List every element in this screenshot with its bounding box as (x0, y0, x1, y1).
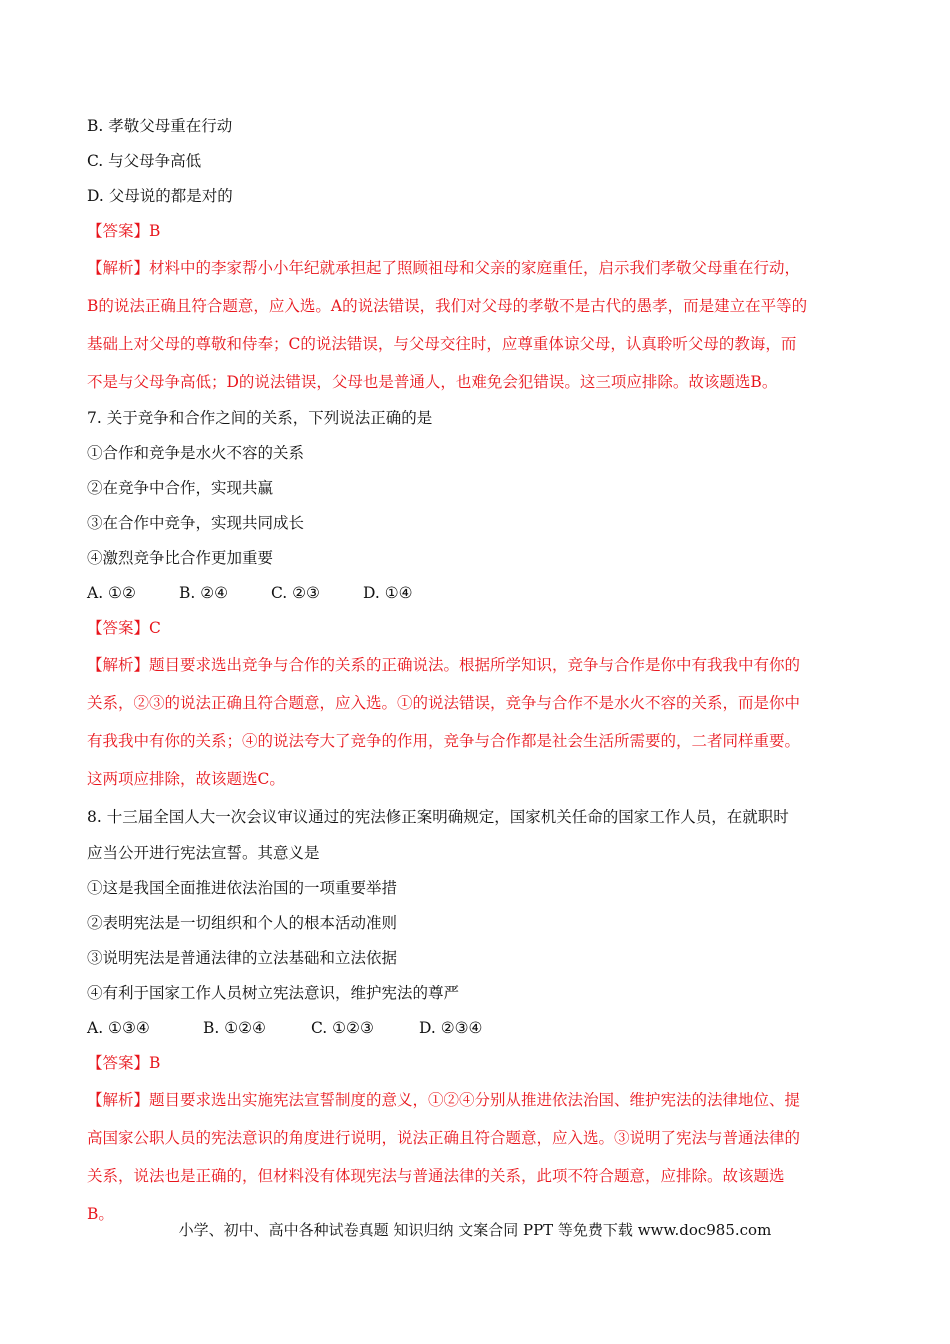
q7-item: ④激烈竞争比合作更加重要 (87, 549, 274, 567)
page-footer: 小学、初中、高中各种试卷真题 知识归纳 文案合同 PPT 等免费下载 www.doc985.com (178, 1221, 772, 1239)
q6-analysis (87, 249, 867, 401)
q8-item: ④有利于国家工作人员树立宪法意识，维护宪法的尊严 (87, 984, 460, 1002)
analysis-line: 不是与父母争高低；D的说法错误，父母也是普通人，也难免会犯错误。这三项应排除。故该题选B。 (87, 373, 778, 391)
q8-item: ①这是我国全面推进依法治国的一项重要举措 (87, 879, 398, 897)
q7-item: ③在合作中竞争，实现共同成长 (87, 514, 305, 532)
analysis-line: 关系，说法也是正确的，但材料没有体现宪法与普通法律的关系，此项不符合题意，应排除。故该题选 (87, 1167, 785, 1185)
analysis-line: 基础上对父母的尊敬和侍奉；C的说法错误，与父母交往时，应尊重体谅父母，认真聆听父母的教诲，而 (87, 335, 797, 353)
q7-option-c: C. ②③ (271, 584, 320, 602)
page-content (87, 109, 867, 1233)
q8-stem-line: 8. 十三届全国人大一次会议审议通过的宪法修正案明确规定，国家机关任命的国家工作人员，在就职时 (87, 808, 789, 826)
q7-option-d: D. ①④ (363, 584, 413, 602)
q7-stem: 7. 关于竞争和合作之间的关系，下列说法正确的是 (87, 409, 433, 427)
analysis-line: B。 (87, 1205, 114, 1223)
q7-answer: 【答案】C (87, 619, 161, 637)
q7-item: ①合作和竞争是水火不容的关系 (87, 444, 305, 462)
q8-options (87, 1011, 867, 1046)
q7-option-b: B. ②④ (179, 584, 229, 602)
q6-option-c: C. 与父母争高低 (87, 152, 202, 170)
q8-option-c: C. ①②③ (311, 1019, 374, 1037)
analysis-line: 这两项应排除，故该题选C。 (87, 770, 285, 788)
q8-stem-line: 应当公开进行宪法宣誓。其意义是 (87, 844, 320, 862)
q8-analysis (87, 1081, 867, 1233)
q6-answer: 【答案】B (87, 222, 161, 240)
q7-analysis (87, 646, 867, 798)
q8-option-d: D. ②③④ (419, 1019, 483, 1037)
analysis-line: 【解析】材料中的李家帮小小年纪就承担起了照顾祖母和父亲的家庭重任，启示我们孝敬父母重在行动， (87, 259, 801, 277)
q7-options (87, 576, 867, 611)
q7-item: ②在竞争中合作，实现共赢 (87, 479, 274, 497)
q6-option-d: D. 父母说的都是对的 (87, 187, 233, 205)
analysis-line: B的说法正确且符合题意，应入选。A的说法错误，我们对父母的孝敬不是古代的愚孝，而是建立在平等的 (87, 297, 808, 315)
q8-answer: 【答案】B (87, 1054, 161, 1072)
q8-option-b: B. ①②④ (203, 1019, 266, 1037)
analysis-line: 【解析】题目要求选出竞争与合作的关系的正确说法。根据所学知识，竞争与合作是你中有我我中有你的 (87, 656, 801, 674)
q8-option-a: A. ①③④ (87, 1019, 150, 1037)
analysis-line: 有我我中有你的关系；④的说法夸大了竞争的作用，竞争与合作都是社会生活所需要的，二者同样重要。 (87, 732, 801, 750)
analysis-line: 高国家公职人员的宪法意识的角度进行说明，说法正确且符合题意，应入选。③说明了宪法与普通法律的 (87, 1129, 801, 1147)
q8-item: ③说明宪法是普通法律的立法基础和立法依据 (87, 949, 398, 967)
q6-option-b: B. 孝敬父母重在行动 (87, 117, 233, 135)
analysis-line: 关系，②③的说法正确且符合题意，应入选。①的说法错误，竞争与合作不是水火不容的关系，而是你中 (87, 694, 801, 712)
q7-option-a: A. ①② (87, 584, 136, 602)
analysis-line: 【解析】题目要求选出实施宪法宣誓制度的意义，①②④分别从推进依法治国、维护宪法的法律地位、提 (87, 1091, 801, 1109)
q8-item: ②表明宪法是一切组织和个人的根本活动准则 (87, 914, 398, 932)
